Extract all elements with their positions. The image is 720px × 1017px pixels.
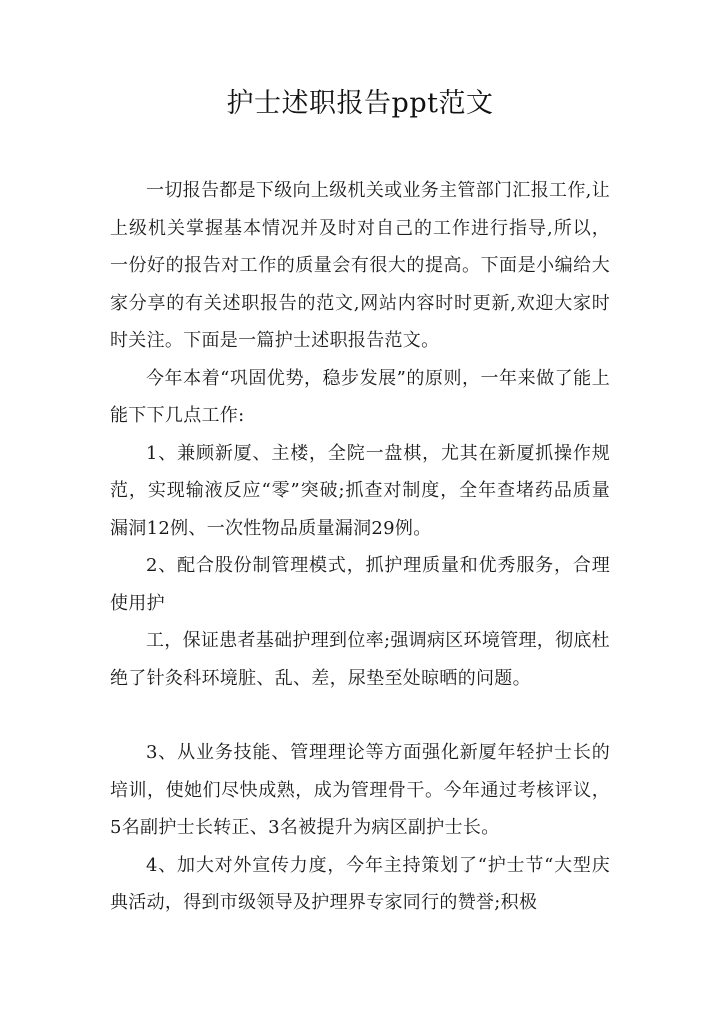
- paragraph-principle: 今年本着“巩固优势，稳步发展”的原则，一年来做了能上能下下几点工作:: [110, 367, 610, 426]
- paragraph-item-3: 3、从业务技能、管理理论等方面强化新厦年轻护士长的培训，使她们尽快成熟，成为管理骨干。今年通过考核评议，5名副护士长转正、3名被提升为病区副护士长。: [110, 742, 610, 838]
- document-body: [110, 172, 610, 922]
- paragraph-item-2: 2、配合股份制管理模式，抓护理质量和优秀服务，合理使用护: [110, 555, 610, 614]
- paragraph-item-1: 1、兼顾新厦、主楼，全院一盘棋，尤其在新厦抓操作规范，实现输液反应“零”突破;抓查对制度，全年查堵药品质量漏洞12例、一次性物品质量漏洞29例。: [110, 442, 610, 539]
- paragraph-item-4: 4、加大对外宣传力度，今年主持策划了“护士节“大型庆典活动，得到市级领导及护理界专家同行的赞誉;积极: [110, 854, 610, 913]
- paragraph-intro: 一切报告都是下级向上级机关或业务主管部门汇报工作,让上级机关掌握基本情况并及时对自己的工作进行指导,所以，一份好的报告对工作的质量会有很大的提高。下面是小编给大家分享的有关述职报告的范文,网站内容时时更新,欢迎大家时时关注。下面是一篇护士述职报告范文。: [110, 180, 610, 351]
- paragraph-item-2-continued: 工，保证患者基础护理到位率;强调病区环境管理，彻底杜绝了针灸科环境脏、乱、差，尿垫至处晾晒的问题。: [110, 630, 610, 689]
- document-title: 护士述职报告ppt范文: [226, 88, 494, 119]
